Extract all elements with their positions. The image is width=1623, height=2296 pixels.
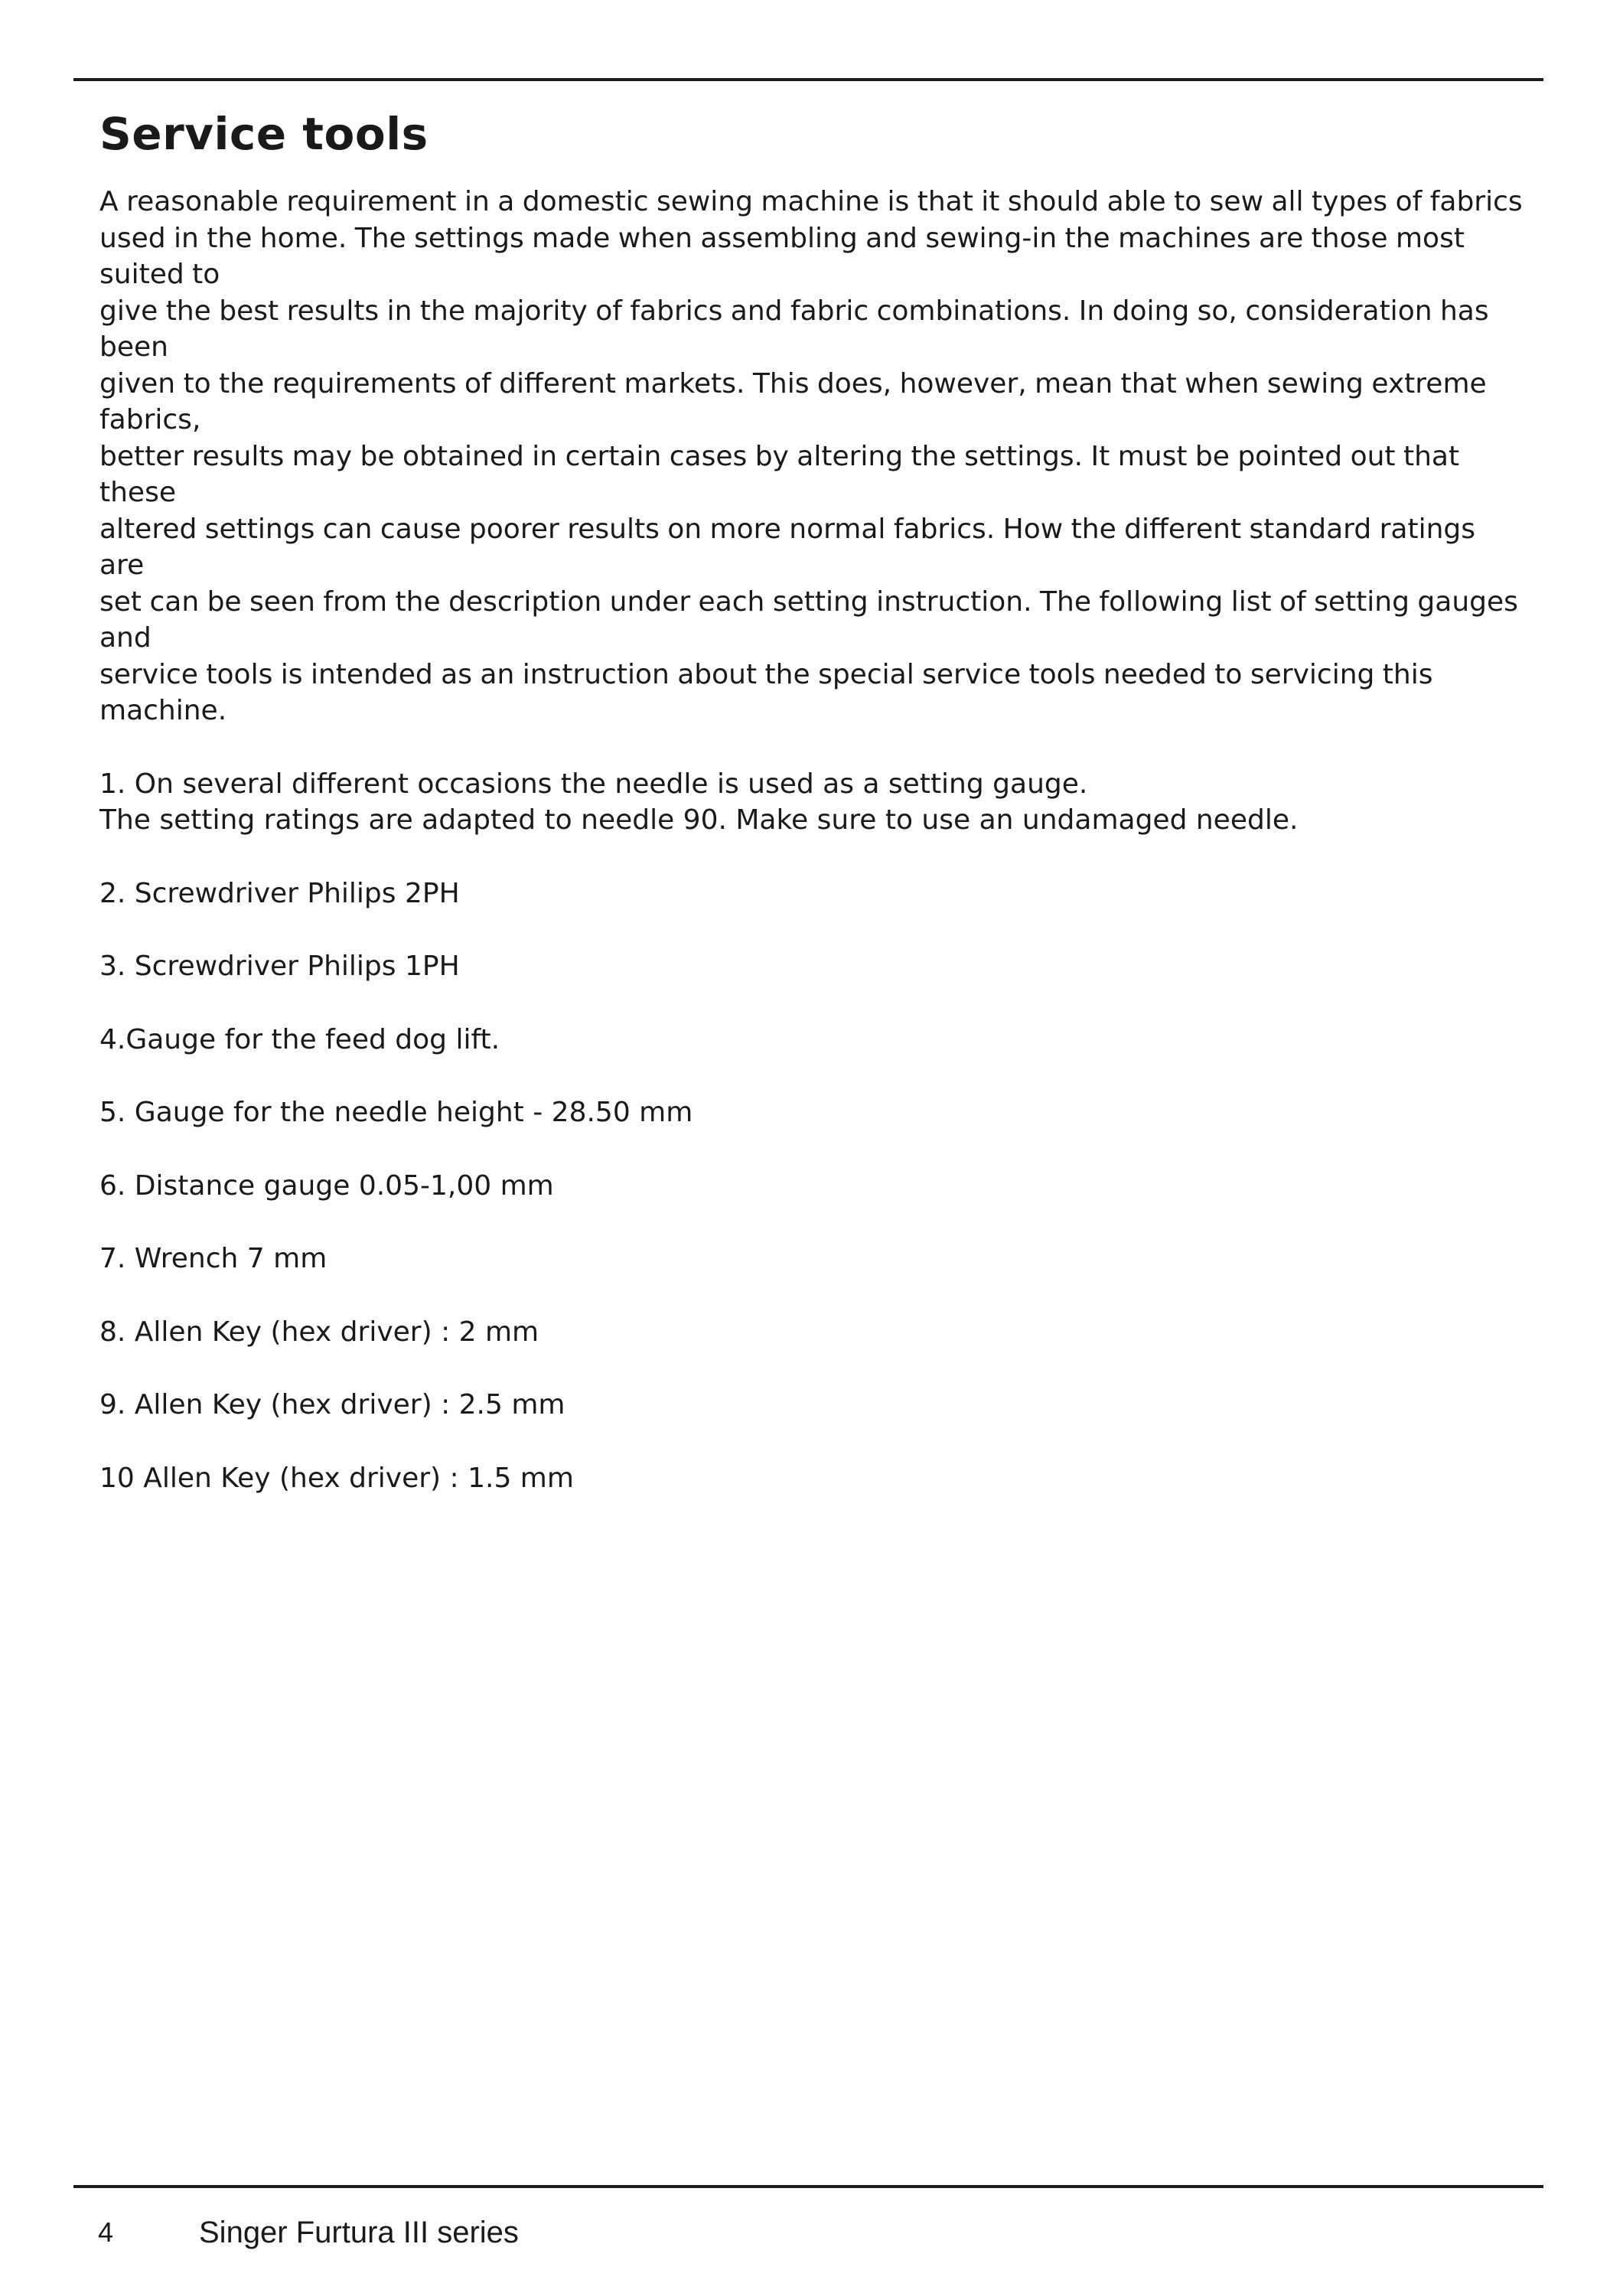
intro-line: service tools is intended as an instruction about the special service tools needed to servicing this machine. <box>99 658 1433 726</box>
tool-item-screwdriver-2ph: 2. Screwdriver Philips 2PH <box>99 877 460 909</box>
intro-line: altered settings can cause poorer results on more normal fabrics. How the different standard ratings are <box>99 513 1476 581</box>
tool-item-needle-height-gauge: 5. Gauge for the needle height - 28.50 mm <box>99 1097 693 1128</box>
page-title: Service tools <box>99 108 429 160</box>
tool-item-needle-note: The setting ratings are adapted to needle 90. Make sure to use an undamaged needle. <box>99 804 1299 836</box>
intro-paragraph <box>99 184 1523 729</box>
page-content <box>99 99 1523 1496</box>
tool-item-wrench: 7. Wrench 7 mm <box>99 1243 328 1274</box>
page-number: 4 <box>98 2216 114 2248</box>
tool-item-needle: 1. On several different occasions the needle is used as a setting gauge. <box>99 768 1088 800</box>
page-footer <box>98 2213 519 2252</box>
tool-item-allen-key-1-5: 10 Allen Key (hex driver) : 1.5 mm <box>99 1462 574 1494</box>
intro-line: used in the home. The settings made when assembling and sewing-in the machines are those most suited to <box>99 222 1465 290</box>
tools-list <box>99 766 1523 1497</box>
intro-line: set can be seen from the description under each setting instruction. The following list of setting gauges and <box>99 585 1518 654</box>
intro-line: given to the requirements of different markets. This does, however, mean that when sewing extreme fabrics, <box>99 367 1487 435</box>
intro-line: A reasonable requirement in a domestic sewing machine is that it should able to sew all types of fabrics <box>99 186 1523 217</box>
tool-item-screwdriver-1ph: 3. Screwdriver Philips 1PH <box>99 951 460 982</box>
series-title: Singer Furtura III series <box>199 2215 519 2249</box>
top-rule <box>73 78 1543 81</box>
tool-item-allen-key-2: 8. Allen Key (hex driver) : 2 mm <box>99 1316 539 1348</box>
tool-item-distance-gauge: 6. Distance gauge 0.05-1,00 mm <box>99 1169 554 1202</box>
bottom-rule <box>73 2185 1543 2188</box>
intro-line: better results may be obtained in certain cases by altering the settings. It must be pointed out that these <box>99 440 1460 508</box>
tool-item-allen-key-2-5: 9. Allen Key (hex driver) : 2.5 mm <box>99 1389 565 1420</box>
intro-line: give the best results in the majority of fabrics and fabric combinations. In doing so, consideration has been <box>99 295 1489 363</box>
tool-item-feed-dog-gauge: 4.Gauge for the feed dog lift. <box>99 1023 500 1055</box>
